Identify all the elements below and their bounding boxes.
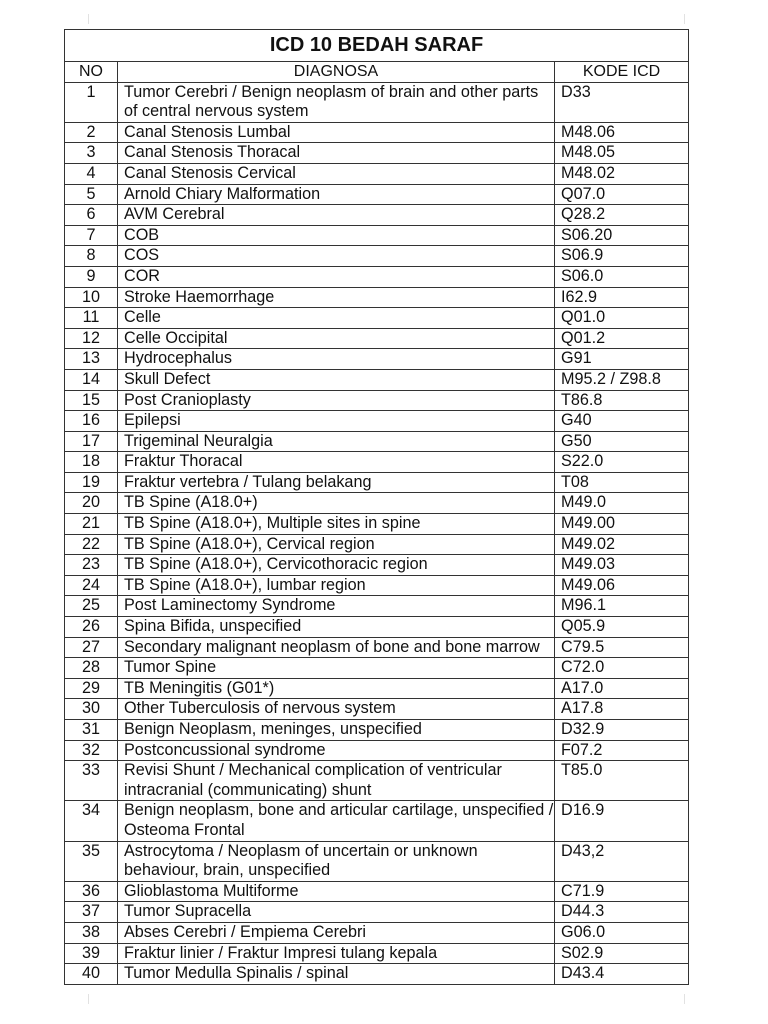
table-row <box>65 431 689 452</box>
row-diagnosis: TB Spine (A18.0+), Cervical region <box>118 534 555 555</box>
row-icd-code: S06.20 <box>555 225 689 246</box>
page-corner-mark <box>684 14 695 24</box>
row-number: 19 <box>65 472 118 493</box>
table-row <box>65 841 689 881</box>
row-icd-code: D43.4 <box>555 964 689 985</box>
row-number: 35 <box>65 841 118 881</box>
row-number: 16 <box>65 411 118 432</box>
row-number: 15 <box>65 390 118 411</box>
table-row <box>65 964 689 985</box>
row-number: 4 <box>65 163 118 184</box>
row-icd-code: M48.06 <box>555 122 689 143</box>
row-icd-code: D43,2 <box>555 841 689 881</box>
row-number: 40 <box>65 964 118 985</box>
row-icd-code: S02.9 <box>555 943 689 964</box>
row-number: 28 <box>65 658 118 679</box>
row-icd-code: M49.03 <box>555 555 689 576</box>
row-number: 10 <box>65 287 118 308</box>
row-icd-code: M49.00 <box>555 514 689 535</box>
row-diagnosis: Abses Cerebri / Empiema Cerebri <box>118 922 555 943</box>
table-row <box>65 678 689 699</box>
row-number: 33 <box>65 761 118 801</box>
header-no: NO <box>65 62 118 83</box>
row-icd-code: Q28.2 <box>555 205 689 226</box>
table-row <box>65 472 689 493</box>
table-body <box>65 82 689 984</box>
table-row <box>65 801 689 841</box>
table-row <box>65 617 689 638</box>
row-number: 12 <box>65 328 118 349</box>
row-icd-code: M49.0 <box>555 493 689 514</box>
row-icd-code: C79.5 <box>555 637 689 658</box>
row-number: 14 <box>65 369 118 390</box>
row-icd-code: M96.1 <box>555 596 689 617</box>
row-diagnosis: TB Spine (A18.0+), Multiple sites in spine <box>118 514 555 535</box>
row-number: 8 <box>65 246 118 267</box>
table-row <box>65 390 689 411</box>
table-row <box>65 82 689 122</box>
row-icd-code: T85.0 <box>555 761 689 801</box>
row-diagnosis: AVM Cerebral <box>118 205 555 226</box>
table-row <box>65 881 689 902</box>
row-diagnosis: Tumor Supracella <box>118 902 555 923</box>
table-row <box>65 308 689 329</box>
row-icd-code: Q01.0 <box>555 308 689 329</box>
table-row <box>65 122 689 143</box>
row-number: 36 <box>65 881 118 902</box>
row-diagnosis: Benign neoplasm, bone and articular cartilage, unspecified / Osteoma Frontal <box>118 801 555 841</box>
row-number: 7 <box>65 225 118 246</box>
row-diagnosis: Benign Neoplasm, meninges, unspecified <box>118 720 555 741</box>
row-number: 29 <box>65 678 118 699</box>
row-diagnosis: Spina Bifida, unspecified <box>118 617 555 638</box>
row-diagnosis: Fraktur linier / Fraktur Impresi tulang kepala <box>118 943 555 964</box>
row-diagnosis: Postconcussional syndrome <box>118 740 555 761</box>
table-row <box>65 266 689 287</box>
row-icd-code: C72.0 <box>555 658 689 679</box>
row-diagnosis: Celle Occipital <box>118 328 555 349</box>
row-diagnosis: Tumor Cerebri / Benign neoplasm of brain and other parts of central nervous system <box>118 82 555 122</box>
table-row <box>65 943 689 964</box>
table-row <box>65 225 689 246</box>
row-icd-code: Q05.9 <box>555 617 689 638</box>
row-icd-code: C71.9 <box>555 881 689 902</box>
table-row <box>65 493 689 514</box>
row-diagnosis: Epilepsi <box>118 411 555 432</box>
row-diagnosis: Canal Stenosis Lumbal <box>118 122 555 143</box>
row-icd-code: T08 <box>555 472 689 493</box>
row-diagnosis: Tumor Medulla Spinalis / spinal <box>118 964 555 985</box>
row-diagnosis: Canal Stenosis Cervical <box>118 163 555 184</box>
row-icd-code: Q01.2 <box>555 328 689 349</box>
table-row <box>65 349 689 370</box>
table-row <box>65 369 689 390</box>
row-number: 21 <box>65 514 118 535</box>
table-row <box>65 658 689 679</box>
row-icd-code: G91 <box>555 349 689 370</box>
table-row <box>65 328 689 349</box>
row-icd-code: M48.02 <box>555 163 689 184</box>
row-diagnosis: TB Meningitis (G01*) <box>118 678 555 699</box>
table-row <box>65 534 689 555</box>
table-row <box>65 205 689 226</box>
page-title: ICD 10 BEDAH SARAF <box>65 30 689 62</box>
row-icd-code: M49.06 <box>555 575 689 596</box>
row-icd-code: S06.0 <box>555 266 689 287</box>
row-number: 20 <box>65 493 118 514</box>
row-number: 22 <box>65 534 118 555</box>
page-corner-mark <box>684 994 695 1004</box>
row-number: 27 <box>65 637 118 658</box>
row-number: 26 <box>65 617 118 638</box>
row-diagnosis: TB Spine (A18.0+) <box>118 493 555 514</box>
table-row <box>65 575 689 596</box>
row-number: 18 <box>65 452 118 473</box>
table-row <box>65 246 689 267</box>
table-row <box>65 740 689 761</box>
table-row <box>65 555 689 576</box>
row-number: 23 <box>65 555 118 576</box>
row-number: 9 <box>65 266 118 287</box>
row-diagnosis: Other Tuberculosis of nervous system <box>118 699 555 720</box>
row-diagnosis: Celle <box>118 308 555 329</box>
row-number: 37 <box>65 902 118 923</box>
row-icd-code: T86.8 <box>555 390 689 411</box>
table-row <box>65 720 689 741</box>
row-number: 5 <box>65 184 118 205</box>
row-number: 31 <box>65 720 118 741</box>
header-diagnosis: DIAGNOSA <box>118 62 555 83</box>
table-row <box>65 596 689 617</box>
table-row <box>65 699 689 720</box>
row-icd-code: G50 <box>555 431 689 452</box>
table-row <box>65 411 689 432</box>
row-number: 11 <box>65 308 118 329</box>
row-icd-code: M49.02 <box>555 534 689 555</box>
row-number: 17 <box>65 431 118 452</box>
row-number: 3 <box>65 143 118 164</box>
row-icd-code: M48.05 <box>555 143 689 164</box>
row-diagnosis: Stroke Haemorrhage <box>118 287 555 308</box>
row-diagnosis: Hydrocephalus <box>118 349 555 370</box>
table-row <box>65 637 689 658</box>
row-diagnosis: TB Spine (A18.0+), Cervicothoracic region <box>118 555 555 576</box>
row-icd-code: D44.3 <box>555 902 689 923</box>
row-diagnosis: Secondary malignant neoplasm of bone and bone marrow <box>118 637 555 658</box>
page-corner-mark <box>88 994 99 1004</box>
row-icd-code: S22.0 <box>555 452 689 473</box>
row-number: 13 <box>65 349 118 370</box>
table-row <box>65 163 689 184</box>
row-number: 2 <box>65 122 118 143</box>
row-number: 34 <box>65 801 118 841</box>
row-icd-code: G06.0 <box>555 922 689 943</box>
row-diagnosis: Revisi Shunt / Mechanical complication of ventricular intracranial (communicating) shunt <box>118 761 555 801</box>
page-corner-mark <box>88 14 99 24</box>
row-icd-code: A17.0 <box>555 678 689 699</box>
row-number: 6 <box>65 205 118 226</box>
row-icd-code: I62.9 <box>555 287 689 308</box>
row-diagnosis: Trigeminal Neuralgia <box>118 431 555 452</box>
table-header <box>65 62 689 83</box>
row-diagnosis: COS <box>118 246 555 267</box>
row-diagnosis: Tumor Spine <box>118 658 555 679</box>
row-diagnosis: Post Cranioplasty <box>118 390 555 411</box>
row-diagnosis: Arnold Chiary Malformation <box>118 184 555 205</box>
table-row <box>65 452 689 473</box>
table-row <box>65 922 689 943</box>
table-row <box>65 184 689 205</box>
row-number: 38 <box>65 922 118 943</box>
row-icd-code: M95.2 / Z98.8 <box>555 369 689 390</box>
table-row <box>65 514 689 535</box>
row-number: 25 <box>65 596 118 617</box>
row-number: 1 <box>65 82 118 122</box>
row-diagnosis: Canal Stenosis Thoracal <box>118 143 555 164</box>
table-row <box>65 287 689 308</box>
row-diagnosis: TB Spine (A18.0+), lumbar region <box>118 575 555 596</box>
row-icd-code: D33 <box>555 82 689 122</box>
row-diagnosis: COB <box>118 225 555 246</box>
row-diagnosis: Astrocytoma / Neoplasm of uncertain or unknown behaviour, brain, unspecified <box>118 841 555 881</box>
row-icd-code: A17.8 <box>555 699 689 720</box>
icd-table <box>64 29 689 985</box>
row-number: 32 <box>65 740 118 761</box>
row-icd-code: D16.9 <box>555 801 689 841</box>
table-row <box>65 143 689 164</box>
row-diagnosis: Skull Defect <box>118 369 555 390</box>
row-number: 24 <box>65 575 118 596</box>
row-icd-code: G40 <box>555 411 689 432</box>
row-number: 30 <box>65 699 118 720</box>
row-diagnosis: Post Laminectomy Syndrome <box>118 596 555 617</box>
header-code: KODE ICD <box>555 62 689 83</box>
row-icd-code: F07.2 <box>555 740 689 761</box>
row-icd-code: Q07.0 <box>555 184 689 205</box>
row-icd-code: S06.9 <box>555 246 689 267</box>
table-row <box>65 902 689 923</box>
row-number: 39 <box>65 943 118 964</box>
row-diagnosis: Fraktur Thoracal <box>118 452 555 473</box>
row-icd-code: D32.9 <box>555 720 689 741</box>
row-diagnosis: Glioblastoma Multiforme <box>118 881 555 902</box>
row-diagnosis: COR <box>118 266 555 287</box>
row-diagnosis: Fraktur vertebra / Tulang belakang <box>118 472 555 493</box>
table-row <box>65 761 689 801</box>
